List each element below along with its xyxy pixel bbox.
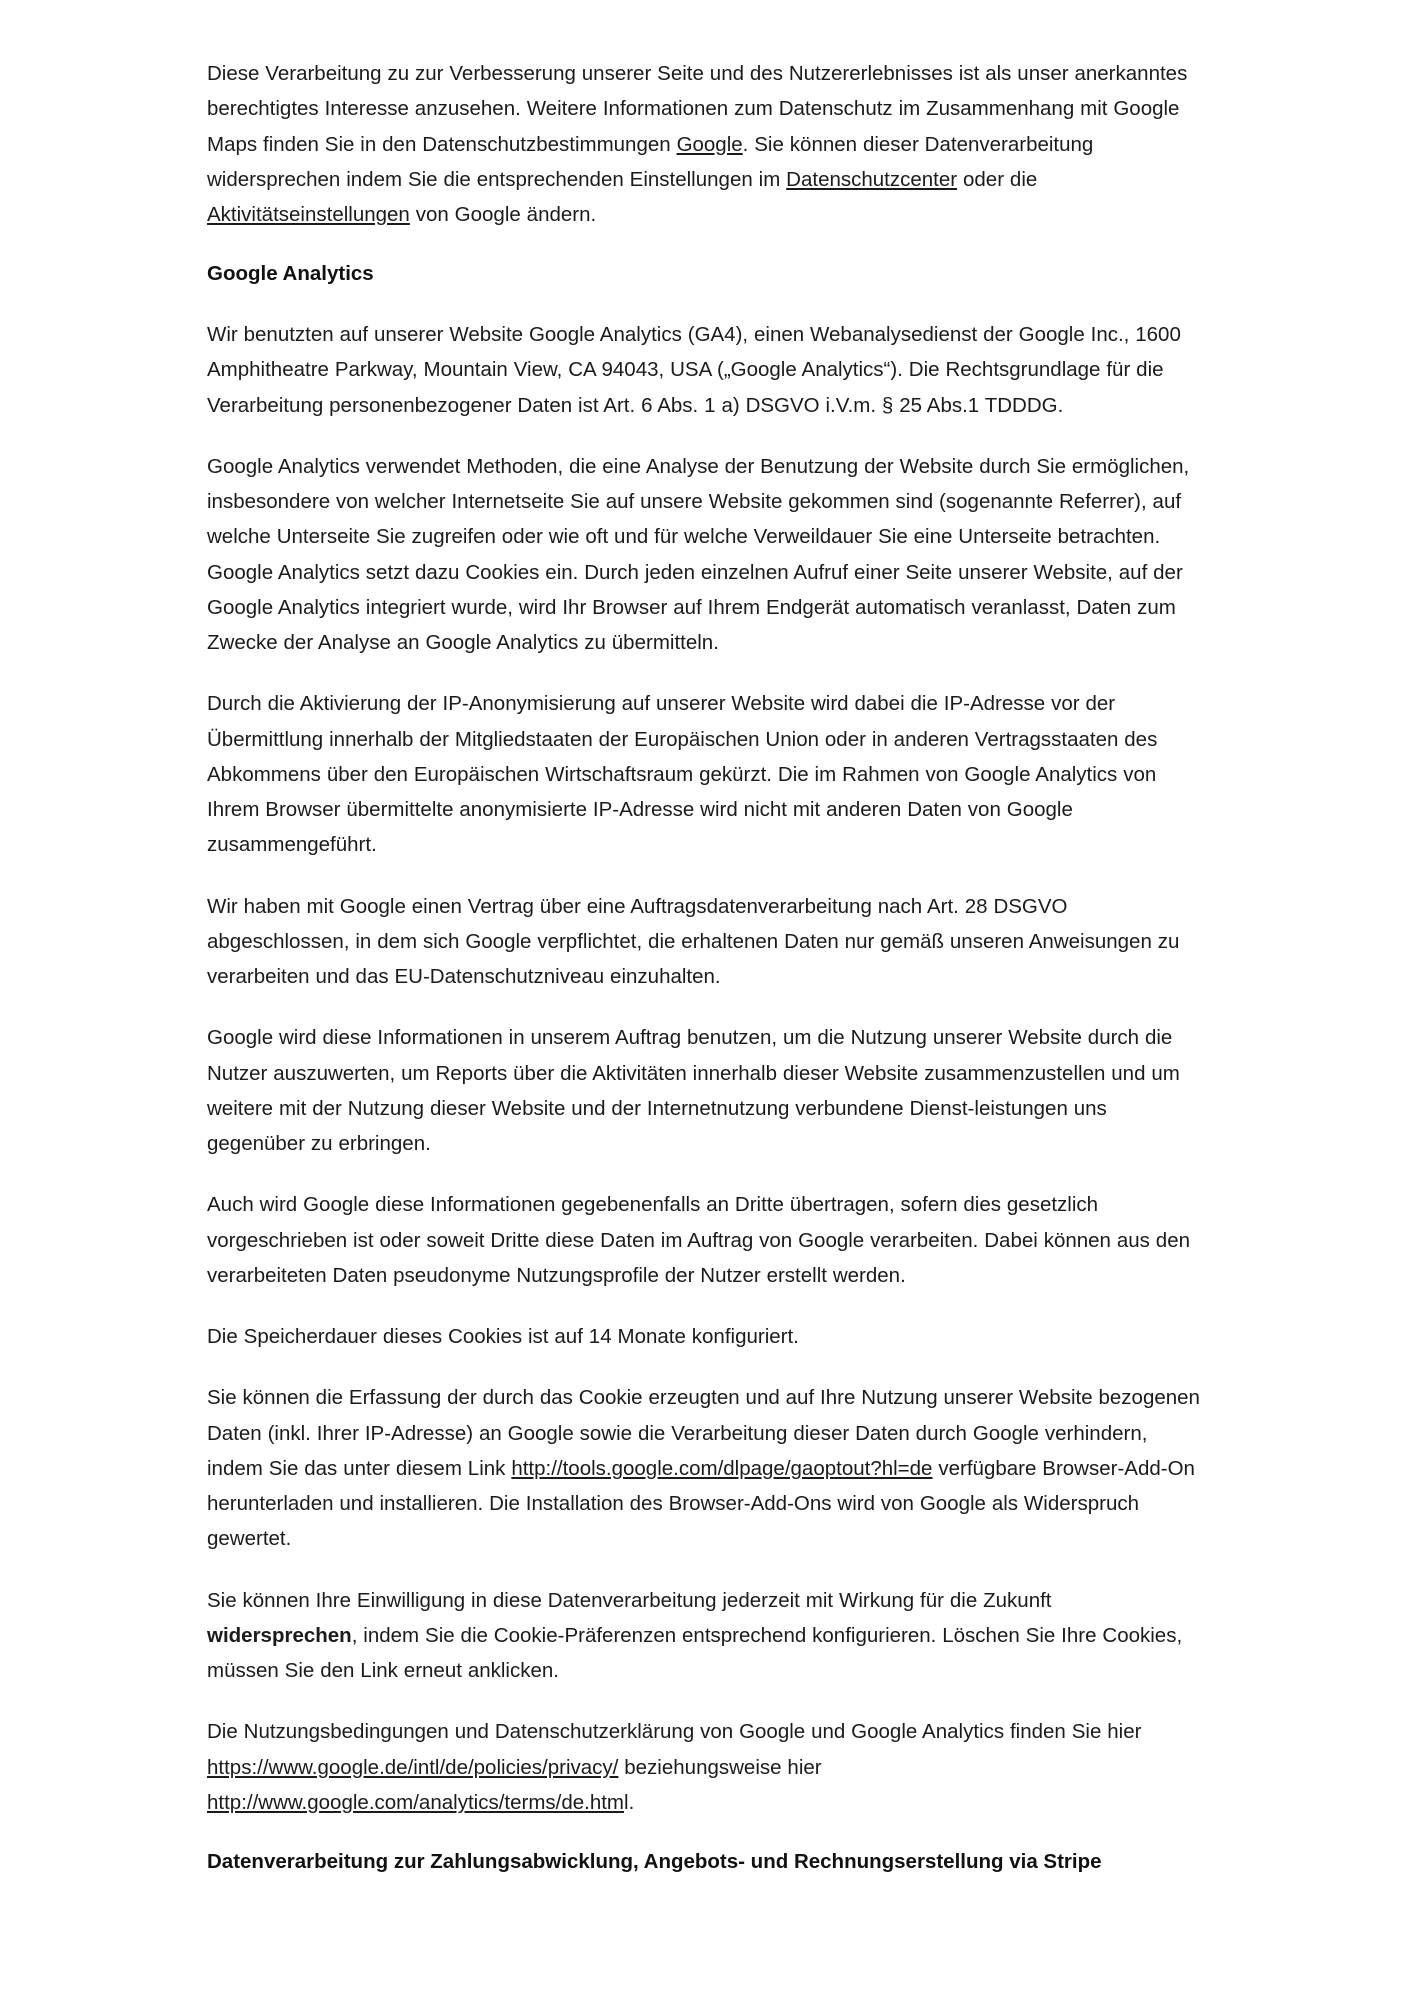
inline-text: Wir benutzten auf unserer Website Google Analytics (GA4), einen Webanalysedienst der Google Inc., 1600 Amphitheatre Parkway, Mountain View, CA 94043, USA („Google Analytics“). Die Rechtsgrundlage für die Verarbeitung personenbezogener Daten ist Art. 6 Abs. 1 a) DSGVO i.V.m. § 25 Abs.1 TDDDG. xyxy=(207,323,1181,417)
inline-text: Auch wird Google diese Informationen gegebenenfalls an Dritte übertragen, sofern dies gesetzlich vorgeschrieben ist oder soweit Dritte diese Daten im Auftrag von Google verarbeiten. Dabei können aus den verarbeiteten Daten pseudonyme Nutzungsprofile der Nutzer erstellt werden. xyxy=(207,1193,1191,1287)
inline-text: oder die xyxy=(957,167,1038,191)
para-ga-intro xyxy=(207,317,1207,423)
inline-text: verfügbare Browser-Add-On herunterladen und installieren. Die Installation des Browser-Add-Ons wird von Google als Widerspruch gewertet. xyxy=(207,1456,1195,1551)
para-speicherdauer xyxy=(207,1319,1207,1354)
inline-text: von Google ändern. xyxy=(409,203,597,226)
inline-text: Die Speicherdauer dieses Cookies ist auf 14 Monate konfiguriert. xyxy=(207,1325,799,1349)
inline-link[interactable]: http://tools.google.com/dlpage/gaoptout?hl=de xyxy=(511,1456,933,1480)
para-ip-anonymisierung xyxy=(207,686,1207,862)
inline-link[interactable]: http://www.google.com/analytics/terms/de.htm xyxy=(207,1790,625,1814)
inline-text: Sie können Ihre Einwilligung in diese Datenverarbeitung jederzeit mit Wirkung für die Zukunft xyxy=(207,1588,1052,1612)
intro-paragraph xyxy=(207,56,1207,232)
inline-text: l. xyxy=(624,1790,635,1814)
inline-bold-text: Google Analytics xyxy=(207,262,374,286)
inline-underline-text[interactable]: Google xyxy=(676,132,743,156)
para-opt-out xyxy=(207,1380,1207,1556)
inline-text: Wir haben mit Google einen Vertrag über eine Auftragsdatenverarbeitung nach Art. 28 DSGVO abgeschlossen, in dem sich Google verpflichtet, die erhaltenen Daten nur gemäß unseren Anweisungen zu verarbeiten und das EU-Datenschutzniveau einzuhalten. xyxy=(207,894,1180,989)
para-ga-methods xyxy=(207,449,1207,661)
para-auftragsverarbeitung xyxy=(207,889,1207,995)
inline-text: Sie können die Erfassung der durch das Cookie erzeugten und auf Ihre Nutzung unserer Website bezogenen Daten (inkl. Ihrer IP-Adresse) an Google sowie die Verarbeitung dieser Daten durch Google verhindern, indem Sie das unter diesem Link xyxy=(207,1386,1200,1480)
para-widerspruch xyxy=(207,1583,1207,1689)
inline-text: beziehungsweise hier xyxy=(618,1755,822,1779)
inline-text: . Sie können dieser Datenverarbeitung widersprechen indem Sie die entsprechenden Einstellungen im xyxy=(207,132,1094,191)
inline-bold-text: widersprechen xyxy=(207,1623,352,1647)
inline-text: Google wird diese Informationen in unserem Auftrag benutzen, um die Nutzung unserer Website durch die Nutzer auszuwerten, um Reports über die Aktivitäten innerhalb dieser Website zusammenzustellen und um weitere mit der Nutzung dieser Website und der Internetnutzung verbundene Dienst-leistungen uns gegenüber zu erbringen. xyxy=(207,1026,1180,1156)
inline-text: Google Analytics verwendet Methoden, die eine Analyse der Benutzung der Website durch Sie ermöglichen, insbesondere von welcher Internetseite Sie auf unsere Website gekommen sind (sogenannte Referrer), auf welche Unterseite Sie zugreifen oder wie oft und für welche Verweildauer Sie eine Unterseite betrachten. Google Analytics setzt dazu Cookies ein. Durch jeden einzelnen Aufruf einer Seite unserer Website, auf der Google Analytics integriert wurde, wird Ihr Browser auf Ihrem Endgerät automatisch veranlasst, Daten zum Zwecke der Analyse an Google Analytics zu übermitteln. xyxy=(207,454,1190,655)
inline-underline-text[interactable]: Datenschutzcenter xyxy=(786,167,958,191)
para-nutzungsbedingungen xyxy=(207,1714,1207,1820)
document-body xyxy=(207,56,1207,1879)
inline-text: Die Nutzungsbedingungen und Datenschutzerklärung von Google und Google Analytics finden Sie hier xyxy=(207,1720,1142,1744)
heading-google-analytics xyxy=(207,258,1207,291)
inline-bold-text: Datenverarbeitung zur Zahlungsabwicklung, Angebots- und Rechnungserstellung via Stripe xyxy=(207,1850,1102,1874)
para-dritte xyxy=(207,1187,1207,1293)
inline-text: Durch die Aktivierung der IP-Anonymisierung auf unserer Website wird dabei die IP-Adresse vor der Übermittlung innerhalb der Mitgliedstaaten der Europäischen Union oder in anderen Vertragsstaaten des Abkommens über den Europäischen Wirtschaftsraum gekürzt. Die im Rahmen von Google Analytics von Ihrem Browser übermittelte anonymisierte IP-Adresse wird nicht mit anderen Daten von Google zusammengeführt. xyxy=(207,692,1158,857)
para-reports xyxy=(207,1020,1207,1161)
inline-underline-text[interactable]: Aktivitätseinstellungen xyxy=(207,203,410,226)
inline-text: Diese Verarbeitung zu zur Verbesserung unserer Seite und des Nutzererlebnisses ist als unser anerkanntes berechtigtes Interesse anzusehen. Weitere Informationen zum Datenschutz im Zusammenhang mit Google Maps finden Sie in den Datenschutzbestimmungen xyxy=(207,62,1188,156)
inline-link[interactable]: https://www.google.de/intl/de/policies/privacy/ xyxy=(207,1755,619,1779)
heading-stripe xyxy=(207,1846,1207,1879)
inline-text: , indem Sie die Cookie-Präferenzen entsprechend konfigurieren. Löschen Sie Ihre Cookies, müssen Sie den Link erneut anklicken. xyxy=(207,1623,1183,1683)
